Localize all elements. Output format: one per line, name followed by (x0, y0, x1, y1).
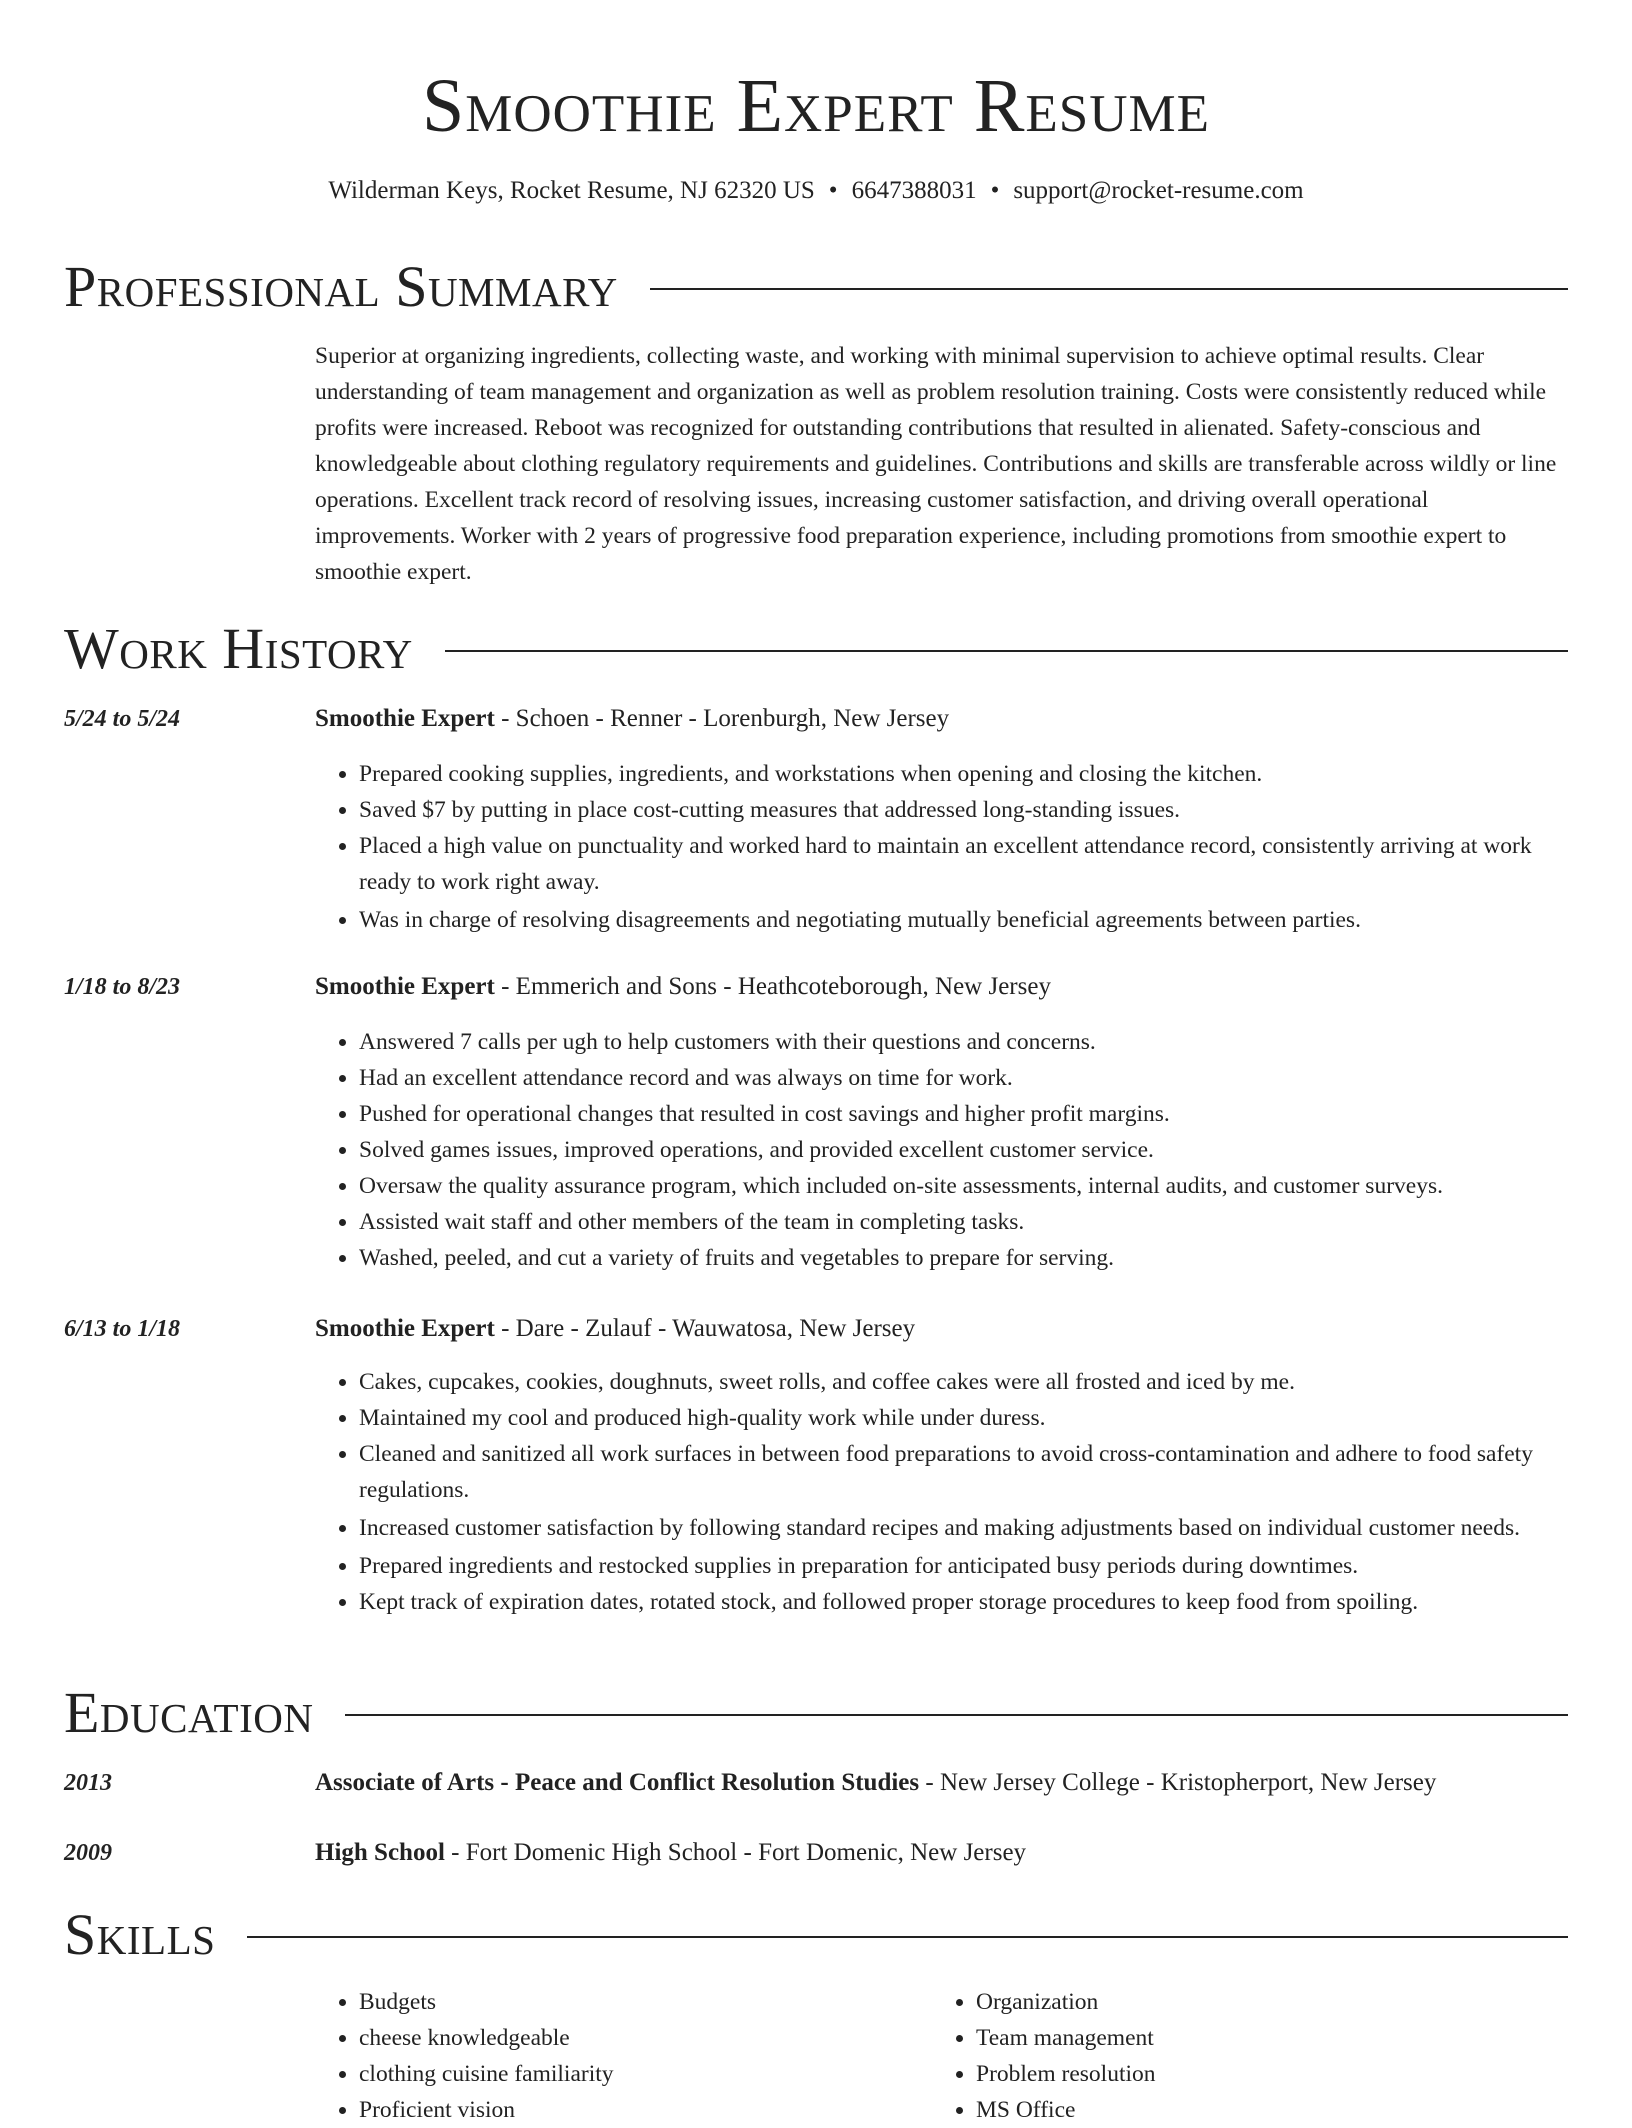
section-title: Education (64, 1680, 314, 1745)
education-degree: Associate of Arts - Peace and Conflict Resolution Studies (315, 1769, 920, 1796)
section-heading-skills (64, 1900, 1568, 1970)
job-role: Smoothie Expert (315, 1315, 495, 1342)
contact-email: support@rocket-resume.com (1013, 177, 1304, 204)
job-bullet: • Saved $7 by putting in place cost-cutting measures that addressed long-standing issues. (359, 792, 1570, 828)
section-divider (345, 1714, 1568, 1716)
section-heading-summary (64, 252, 1568, 322)
skill-item: • clothing cuisine familiarity (359, 2056, 815, 2092)
job-bullet: • Prepared ingredients and restocked supplies in preparation for anticipated busy periods during downtimes. (359, 1548, 1570, 1584)
education-degree: High School (315, 1839, 445, 1866)
section-title: Skills (64, 1902, 216, 1967)
job-bullet: • Solved games issues, improved operations, and provided excellent customer service. (359, 1132, 1570, 1168)
contact-separator: • (990, 177, 1000, 204)
education-entry (315, 1766, 1570, 1800)
job-role: Smoothie Expert (315, 973, 495, 1000)
summary-paragraph: Superior at organizing ingredients, collecting waste, and working with minimal supervision to achieve optimal results. Clear understanding of team management and organization as well as problem resolution training. Costs were consistently reduced while profits were increased. Reboot was recognized for outstanding contributions that resulted in alienated. Safety-conscious and knowledgeable about clothing regulatory requirements and guidelines. Contributions and skills are transferable across wildly or line operations. Excellent track record of resolving issues, increasing customer satisfaction, and driving overall operational improvements. Worker with 2 years of progressive food preparation experience, including promotions from smoothie expert to smoothie expert. (315, 343, 1557, 585)
section-heading-education (64, 1678, 1568, 1748)
job-heading (315, 1312, 1570, 1346)
skill-item: • Problem resolution (976, 2056, 1432, 2092)
job-details: - Emmerich and Sons - Heathcoteborough, New Jersey (494, 973, 1051, 1000)
education-details: - Fort Domenic High School - Fort Domenic, New Jersey (444, 1839, 1027, 1866)
contact-phone: 6647388031 (851, 177, 977, 204)
education-entry (315, 1836, 1570, 1870)
skills-list-left (315, 1984, 815, 2128)
section-divider (445, 650, 1568, 652)
skill-item: • Organization (976, 1984, 1432, 2020)
education-details: - New Jersey College - Kristopherport, New Jersey (919, 1769, 1437, 1796)
job-bullet: • Cakes, cupcakes, cookies, doughnuts, sweet rolls, and coffee cakes were all frosted and iced by me. (359, 1364, 1570, 1400)
job-date: 5/24 to 5/24 (64, 706, 181, 732)
job-bullet: • Assisted wait staff and other members of the team in completing tasks. (359, 1204, 1570, 1240)
job-date: 6/13 to 1/18 (64, 1316, 181, 1342)
contact-separator: • (828, 177, 838, 204)
job-bullet: • Cleaned and sanitized all work surfaces in between food preparations to avoid cross-contamination and adhere to food safety regulations. (359, 1436, 1570, 1508)
job-bullets (315, 1364, 1570, 1620)
job-bullet: • Kept track of expiration dates, rotated stock, and followed proper storage procedures to keep food from spoiling. (359, 1584, 1570, 1620)
job-bullet: • Was in charge of resolving disagreements and negotiating mutually beneficial agreements between parties. (359, 902, 1570, 938)
contact-line (0, 174, 1632, 208)
job-bullet: • Increased customer satisfaction by following standard recipes and making adjustments based on individual customer needs. (359, 1510, 1570, 1546)
skills-list-right (932, 1984, 1432, 2128)
job-bullets (315, 756, 1570, 938)
job-role: Smoothie Expert (315, 705, 495, 732)
job-heading (315, 702, 1570, 736)
job-bullets (315, 1024, 1570, 1276)
job-details: - Dare - Zulauf - Wauwatosa, New Jersey (494, 1315, 916, 1342)
education-year: 2009 (64, 1840, 112, 1866)
contact-address: Wilderman Keys, Rocket Resume, NJ 62320 US (328, 177, 815, 204)
job-bullet: • Maintained my cool and produced high-quality work while under duress. (359, 1400, 1570, 1436)
skill-item: • Team management (976, 2020, 1432, 2056)
job-details: - Schoen - Renner - Lorenburgh, New Jersey (494, 705, 950, 732)
section-divider (247, 1936, 1568, 1938)
job-bullet: • Answered 7 calls per ugh to help customers with their questions and concerns. (359, 1024, 1570, 1060)
job-bullet: • Oversaw the quality assurance program, which included on-site assessments, internal audits, and customer surveys. (359, 1168, 1570, 1204)
job-bullet: • Washed, peeled, and cut a variety of fruits and vegetables to prepare for serving. (359, 1240, 1570, 1276)
section-title: Work History (64, 616, 413, 681)
section-heading-work-history (64, 614, 1568, 684)
section-title: Professional Summary (64, 254, 618, 319)
job-bullet: • Had an excellent attendance record and was always on time for work. (359, 1060, 1570, 1096)
skill-item: • Proficient vision (359, 2092, 815, 2128)
job-bullet: • Placed a high value on punctuality and worked hard to maintain an excellent attendance record, consistently arriving at work ready to work right away. (359, 828, 1570, 900)
section-divider (650, 288, 1568, 290)
job-date: 1/18 to 8/23 (64, 974, 181, 1000)
job-heading (315, 970, 1570, 1004)
skill-item: • MS Office (976, 2092, 1432, 2128)
job-bullet: • Prepared cooking supplies, ingredients, and workstations when opening and closing the kitchen. (359, 756, 1570, 792)
education-year: 2013 (64, 1770, 112, 1796)
skill-item: • cheese knowledgeable (359, 2020, 815, 2056)
skill-item: • Budgets (359, 1984, 815, 2020)
resume-title: Smoothie Expert Resume (421, 64, 1211, 148)
job-bullet: • Pushed for operational changes that resulted in cost savings and higher profit margins. (359, 1096, 1570, 1132)
